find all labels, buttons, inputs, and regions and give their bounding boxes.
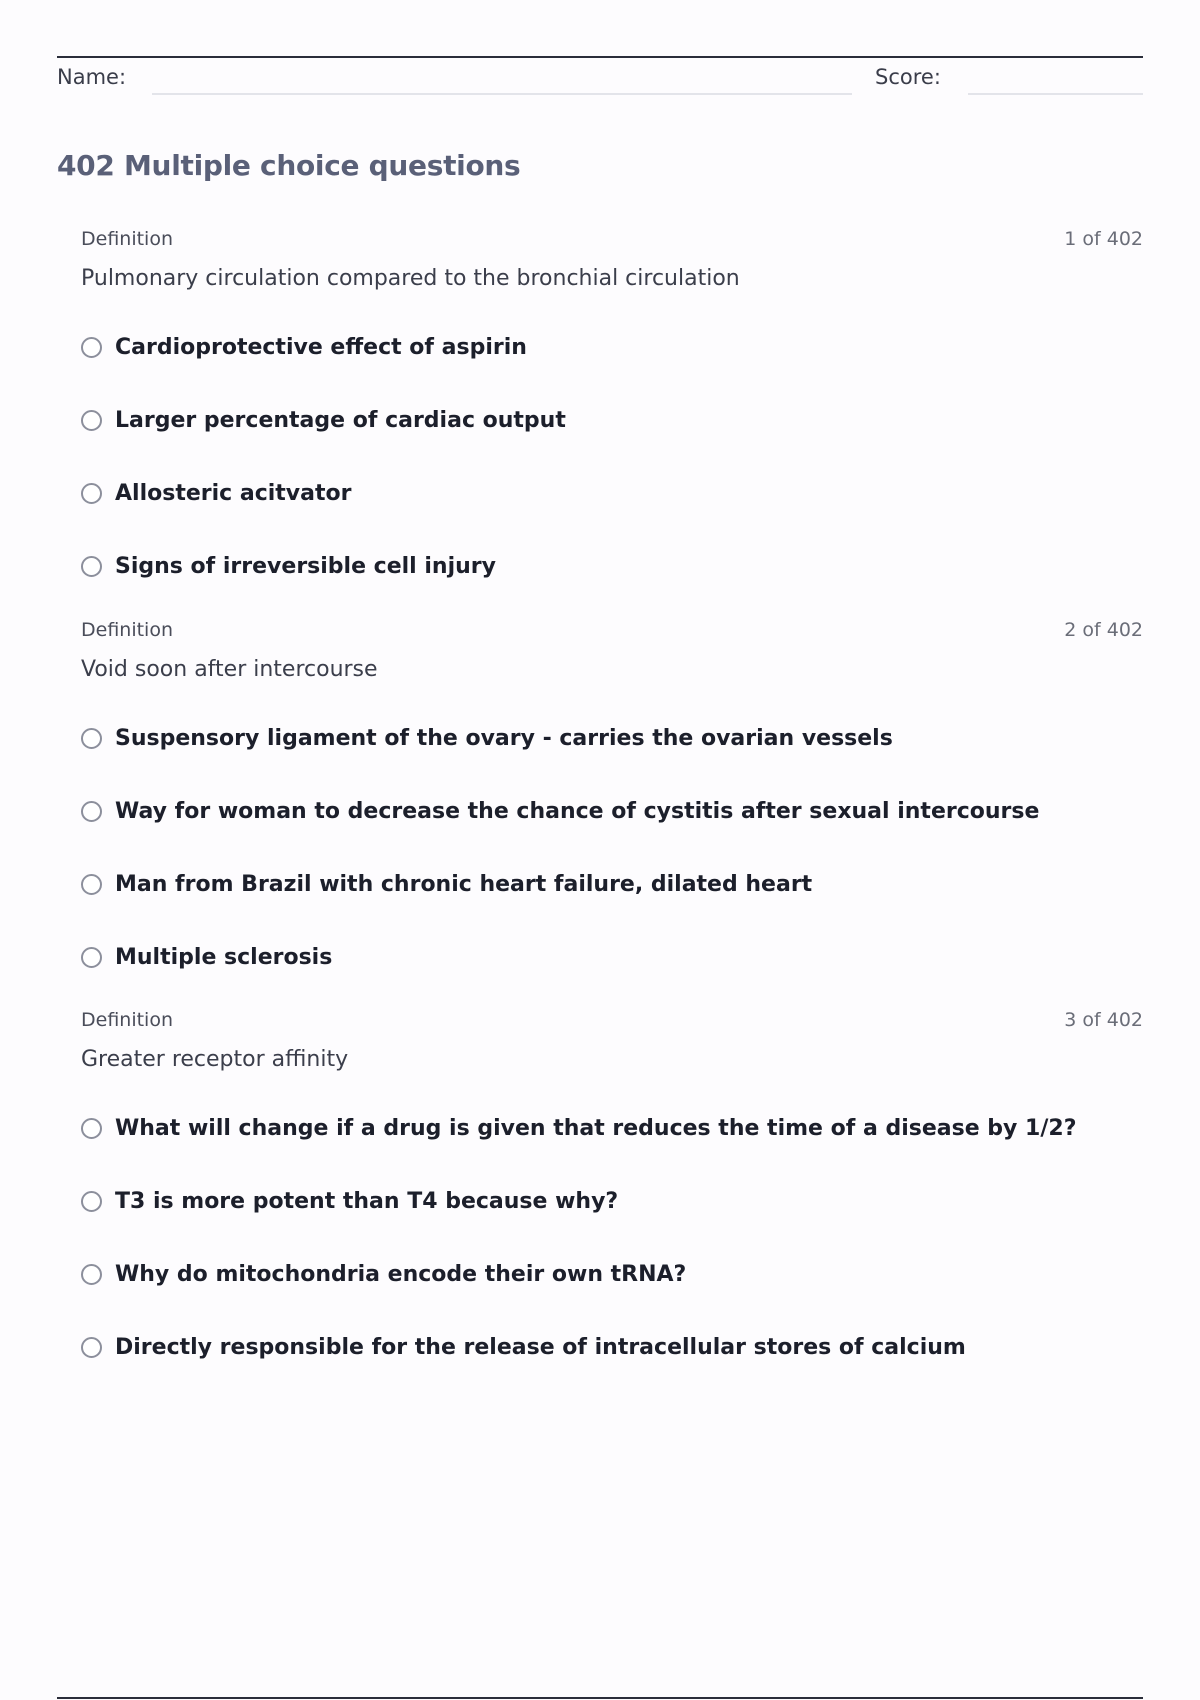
footer-rule [57, 1697, 1143, 1699]
question-prompt: Pulmonary circulation compared to the bronchial circulation [81, 266, 740, 291]
answer-option[interactable] [81, 702, 1143, 775]
answer-option-label: Allosteric acitvator [115, 480, 352, 506]
radio-button-icon[interactable] [81, 1118, 102, 1139]
answer-option-label: Signs of irreversible cell injury [115, 553, 496, 579]
answer-option-label: Man from Brazil with chronic heart failure, dilated heart [115, 871, 813, 897]
answer-option-label: T3 is more potent than T4 because why? [115, 1188, 619, 1214]
answer-option-label: Larger percentage of cardiac output [115, 407, 566, 433]
question-counter: 3 of 402 [1064, 1009, 1143, 1031]
question-1 [81, 227, 1143, 603]
answer-option[interactable] [81, 311, 1143, 384]
answer-option-label: Way for woman to decrease the chance of cystitis after sexual intercourse [115, 798, 1040, 824]
radio-button-icon[interactable] [81, 410, 102, 431]
radio-button-icon[interactable] [81, 483, 102, 504]
radio-button-icon[interactable] [81, 1191, 102, 1212]
radio-button-icon[interactable] [81, 1264, 102, 1285]
name-field[interactable] [152, 93, 852, 95]
question-prompt: Greater receptor affinity [81, 1047, 349, 1072]
answer-option-label: Multiple sclerosis [115, 944, 333, 970]
radio-button-icon[interactable] [81, 801, 102, 822]
answer-option[interactable] [81, 530, 1143, 603]
answer-option[interactable] [81, 848, 1143, 921]
answer-option[interactable] [81, 1165, 1143, 1238]
header-top-rule [57, 56, 1143, 58]
answer-option-label: Why do mitochondria encode their own tRNA? [115, 1261, 687, 1287]
question-counter: 1 of 402 [1064, 228, 1143, 250]
question-type-label: Definition [81, 619, 174, 641]
page-title: 402 Multiple choice questions [57, 149, 521, 182]
radio-button-icon[interactable] [81, 874, 102, 895]
radio-button-icon[interactable] [81, 728, 102, 749]
score-field[interactable] [968, 93, 1143, 95]
answer-option[interactable] [81, 1092, 1143, 1165]
question-counter: 2 of 402 [1064, 619, 1143, 641]
question-type-label: Definition [81, 1009, 174, 1031]
answer-option-label: Directly responsible for the release of intracellular stores of calcium [115, 1334, 966, 1360]
radio-button-icon[interactable] [81, 556, 102, 577]
question-2 [81, 618, 1143, 994]
answer-option[interactable] [81, 457, 1143, 530]
answer-option-label: What will change if a drug is given that reduces the time of a disease by 1/2? [115, 1115, 1077, 1141]
score-label: Score: [875, 65, 941, 89]
radio-button-icon[interactable] [81, 1337, 102, 1358]
question-type-label: Definition [81, 228, 174, 250]
answer-option[interactable] [81, 1311, 1143, 1384]
answer-option[interactable] [81, 775, 1143, 848]
question-prompt: Void soon after intercourse [81, 657, 378, 682]
answer-option[interactable] [81, 1238, 1143, 1311]
answer-option[interactable] [81, 384, 1143, 457]
radio-button-icon[interactable] [81, 337, 102, 358]
question-3 [81, 1008, 1143, 1384]
answer-option-label: Cardioprotective effect of aspirin [115, 334, 527, 360]
answer-option[interactable] [81, 921, 1143, 994]
answer-option-label: Suspensory ligament of the ovary - carries the ovarian vessels [115, 725, 893, 751]
radio-button-icon[interactable] [81, 947, 102, 968]
name-label: Name: [57, 65, 127, 89]
